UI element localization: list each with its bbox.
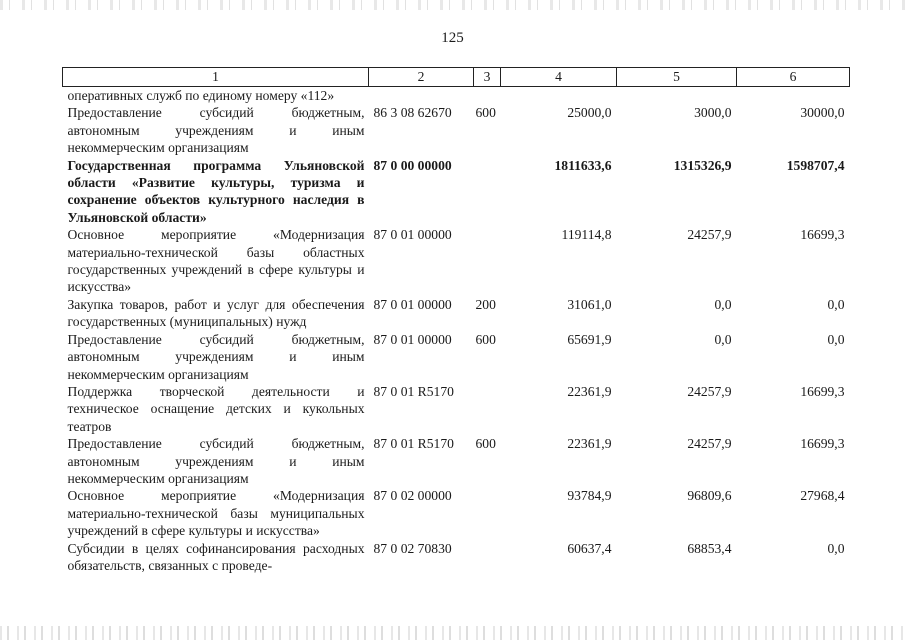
row-code-cell: 87 0 01 00000 [373,227,452,243]
table-row [63,383,850,435]
table-row [63,331,850,383]
row-amount-2-cell: 24257,9 [687,436,732,452]
row-amount-2-cell: 1315326,9 [673,157,732,173]
row-name-cell: Основное мероприятие «Модернизация материально-технической базы муниципальных учреждений в сфере культуры и искусства» [67,488,365,539]
row-expense-type-cell [474,383,501,435]
row-amount-1-cell: 22361,9 [567,436,612,452]
row-code-cell: 87 0 01 00000 [373,331,452,347]
row-name-cell: Субсидии в целях софинансирования расходных обязательств, связанных с проведе- [67,540,365,573]
row-code-cell: 87 0 02 70830 [373,540,452,556]
row-name-cell: Поддержка творческой деятельности и техническое оснащение детских и кукольных театров [67,383,365,434]
row-code-cell: 86 3 08 62670 [373,105,452,121]
header-row [63,68,850,87]
row-expense-type-cell [474,157,501,227]
row-amount-2-cell: 96809,6 [687,488,732,504]
scan-edge-bottom [0,626,905,640]
row-expense-type-cell: 600 [475,436,496,452]
table-row [63,540,850,575]
row-amount-3-cell: 16699,3 [800,436,845,452]
table-row [63,296,850,331]
budget-table [62,67,850,574]
row-amount-2-cell: 0,0 [714,331,732,347]
row-name-cell: Государственная программа Ульяновской области «Развитие культуры, туризма и сохранение объектов культурного наследия в Ульяновской области» [67,157,365,225]
row-amount-1-cell: 119114,8 [561,227,612,243]
table-row [63,87,850,105]
row-code-cell: 87 0 01 00000 [373,296,452,312]
row-amount-3-cell: 0,0 [827,540,845,556]
row-amount-3-cell [737,87,850,105]
row-code-cell [369,87,474,105]
row-code-cell: 87 0 00 00000 [373,157,452,173]
row-amount-1-cell: 93784,9 [567,488,612,504]
row-name-cell: Предоставление субсидий бюджетным, автономным учреждениям и иным некоммерческим организациям [67,436,365,486]
row-code-cell: 87 0 01 R5170 [373,383,454,399]
table-row [63,226,850,296]
row-amount-1-cell: 60637,4 [567,540,612,556]
row-amount-3-cell: 0,0 [827,331,845,347]
page-number: 125 [441,30,464,46]
row-amount-3-cell: 27968,4 [800,488,845,504]
scan-edge-top [0,0,905,10]
row-amount-1-cell [501,87,617,105]
row-expense-type-cell [474,487,501,539]
row-expense-type-cell [474,540,501,575]
row-amount-3-cell: 16699,3 [800,383,845,399]
row-expense-type-cell: 600 [475,331,496,347]
table-row [63,487,850,539]
column-header: 3 [474,68,501,87]
row-code-cell: 87 0 01 R5170 [373,436,454,452]
row-name-cell: оперативных служб по единому номеру «112» [67,88,335,103]
row-expense-type-cell: 200 [475,296,496,312]
table-row [63,104,850,156]
column-header: 6 [737,68,850,87]
row-amount-3-cell: 30000,0 [800,105,845,121]
row-amount-2-cell [617,87,737,105]
row-amount-3-cell: 0,0 [827,296,845,312]
row-amount-2-cell: 68853,4 [687,540,732,556]
row-amount-2-cell: 0,0 [714,296,732,312]
row-amount-1-cell: 31061,0 [567,296,612,312]
row-name-cell: Основное мероприятие «Модернизация материально-технической базы областных государственных учреждений в сфере культуры и искусства» [67,227,365,295]
program-row [63,157,850,227]
row-amount-1-cell: 22361,9 [567,383,612,399]
row-amount-1-cell: 65691,9 [567,331,612,347]
row-amount-3-cell: 16699,3 [800,227,845,243]
row-name-cell: Предоставление субсидий бюджетным, автономным учреждениям и иным некоммерческим организациям [67,331,365,382]
row-amount-2-cell: 24257,9 [687,227,732,243]
table-body [63,87,850,575]
column-header: 5 [617,68,737,87]
row-name-cell: Предоставление субсидий бюджетным, автономным учреждениям и иным некоммерческим организациям [67,105,365,156]
row-code-cell: 87 0 02 00000 [373,488,452,504]
column-header: 2 [369,68,474,87]
row-expense-type-cell [474,226,501,296]
row-amount-1-cell: 1811633,6 [554,157,612,173]
row-expense-type-cell [474,87,501,105]
row-expense-type-cell: 600 [475,105,496,121]
row-amount-2-cell: 24257,9 [687,383,732,399]
column-header: 1 [63,68,369,87]
column-header: 4 [501,68,617,87]
row-amount-1-cell: 25000,0 [567,105,612,121]
table-row [63,435,850,487]
row-amount-2-cell: 3000,0 [694,105,732,121]
row-amount-3-cell: 1598707,4 [786,157,845,173]
row-name-cell: Закупка товаров, работ и услуг для обеспечения государственных (муниципальных) нужд [67,296,365,330]
